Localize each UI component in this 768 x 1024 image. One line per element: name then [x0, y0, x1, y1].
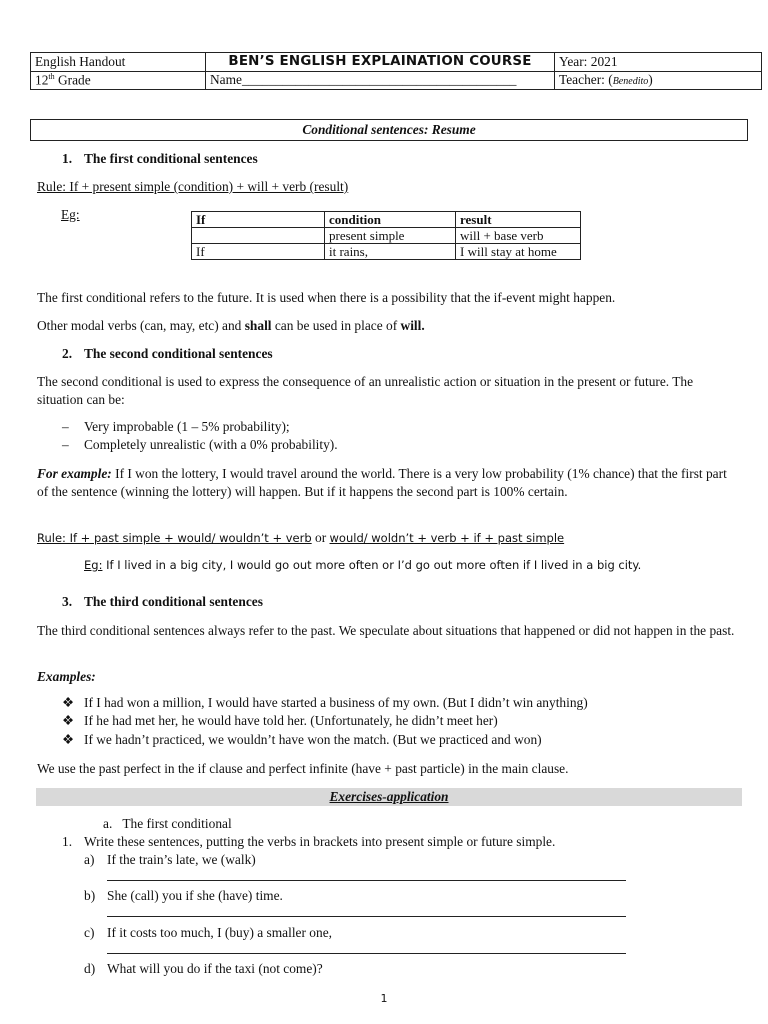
s2-paragraph-1: The second conditional is used to express the consequence of an unrealistic action or situation in the present or future. The situation can be:	[37, 374, 694, 407]
s3-examples-label: Examples:	[37, 669, 96, 684]
table-cell: If	[192, 244, 325, 260]
name-field: Name_________________________________________	[206, 71, 555, 90]
teacher-label: Teacher: (Benedito)	[555, 71, 762, 90]
exercise-item: d) What will you do if the taxi (not come)?	[84, 961, 323, 976]
year-label: Year: 2021	[555, 53, 762, 72]
s2-example: For example: If I won the lottery, I would travel around the world. There is a very low probability (1% chance) that the first part of the sentence (winning the lottery) will happen. But if it happens the second part is 100% certain.	[37, 466, 727, 499]
exercises-title: Exercises-application	[36, 788, 742, 806]
s3-example-2: ❖ If he had met her, he would have told her. (Unfortunately, he didn’t meet her)	[62, 713, 498, 728]
s3-paragraph-2: We use the past perfect in the if clause and perfect infinite (have + past particle) in the main clause.	[37, 761, 569, 776]
table-cell	[192, 228, 325, 244]
s3-paragraph-1: The third conditional sentences always refer to the past. We speculate about situations that happened or did not happen in the past.	[37, 623, 735, 638]
header-table	[30, 52, 762, 90]
page-number: 1	[380, 992, 388, 1005]
rule-1: Rule: If + present simple (condition) + will + verb (result)	[37, 179, 349, 194]
table-cell: I will stay at home	[456, 244, 581, 260]
section-3-heading: 3. The third conditional sentences	[62, 594, 263, 609]
table-cell: will + base verb	[456, 228, 581, 244]
s2-bullet-2: – Completely unrealistic (with a 0% probability).	[62, 437, 338, 452]
course-title: BEN’S ENGLISH EXPLAINATION COURSE	[206, 53, 555, 72]
exercise-item: b) She (call) you if she (have) time.	[84, 888, 283, 903]
section-1-heading: 1. The first conditional sentences	[62, 151, 258, 166]
first-conditional-table	[191, 211, 581, 260]
exercise-item: c) If it costs too much, I (buy) a smaller one,	[84, 925, 332, 940]
s3-example-1: ❖ If I had won a million, I would have started a business of my own. (But I didn’t win anything)	[62, 695, 588, 710]
s1-paragraph-2: Other modal verbs (can, may, etc) and shall can be used in place of will.	[37, 318, 425, 333]
grade-label: 12th Grade	[31, 71, 206, 90]
eg-label: Eg:	[61, 207, 80, 222]
handout-label: English Handout	[31, 53, 206, 72]
table-cell: it rains,	[325, 244, 456, 260]
s1-paragraph-1: The first conditional refers to the future. It is used when there is a possibility that the if-event might happen.	[37, 290, 616, 305]
exercise-question-1: 1. Write these sentences, putting the verbs in brackets into present simple or future simple.	[62, 834, 556, 849]
s3-example-3: ❖ If we hadn’t practiced, we wouldn’t have won the match. (But we practiced and won)	[62, 732, 542, 747]
s2-bullet-1: – Very improbable (1 – 5% probability);	[62, 419, 290, 434]
table-cell: present simple	[325, 228, 456, 244]
table-header-condition: condition	[325, 212, 456, 228]
rule-2: Rule: If + past simple + would/ wouldn’t + verb or would/ woldn’t + verb + if + past simple	[37, 530, 565, 545]
s2-eg: Eg: If I lived in a big city, I would go out more often or I’d go out more often if I lived in a big city.	[84, 558, 642, 572]
section-2-heading: 2. The second conditional sentences	[62, 346, 273, 361]
table-header-if: If	[192, 212, 325, 228]
answer-line[interactable]	[107, 916, 626, 917]
answer-line[interactable]	[107, 880, 626, 881]
exercise-item: a) If the train’s late, we (walk)	[84, 852, 256, 867]
exercise-sub-heading: a. The first conditional	[103, 816, 232, 831]
resume-title: Conditional sentences: Resume	[30, 119, 748, 141]
answer-line[interactable]	[107, 953, 626, 954]
table-header-result: result	[456, 212, 581, 228]
